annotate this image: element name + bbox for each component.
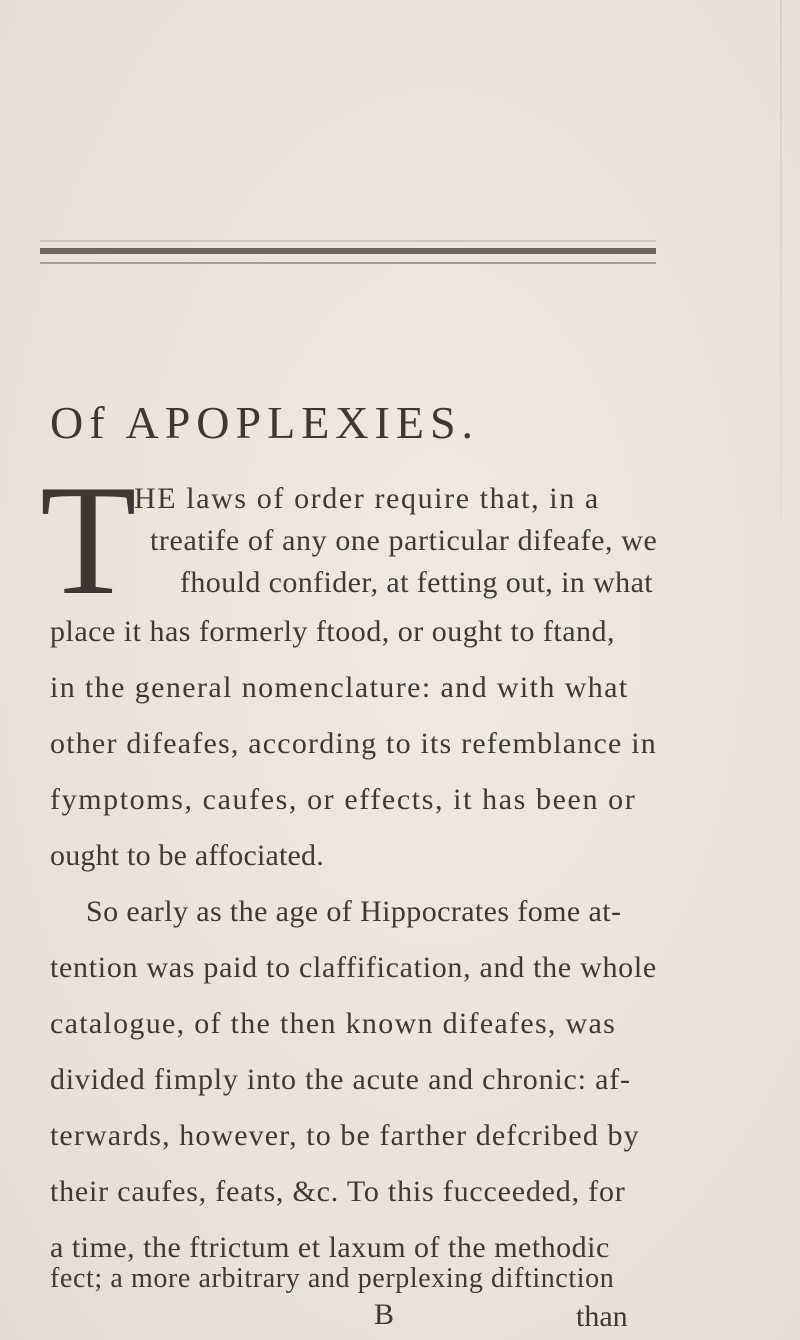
text-line: their caufes, feats, &c. To this fucceeded, for: [50, 1175, 626, 1208]
text-line: divided fimply into the acute and chronic: af-: [50, 1063, 631, 1096]
drop-cap: T: [40, 453, 137, 628]
text-line: catalogue, of the then known difeafes, was: [50, 1007, 617, 1040]
text-line: a time, the ftrictum et laxum of the methodic: [50, 1231, 610, 1264]
text-line: HE laws of order require that, in a: [134, 482, 600, 515]
text-line: fect; a more arbitrary and perplexing diftinction: [50, 1263, 615, 1294]
head-rule-thick: [40, 248, 656, 254]
catchword: than: [576, 1300, 628, 1333]
signature-mark: B: [374, 1298, 395, 1331]
chapter-title: Of APOPLEXIES.: [50, 397, 480, 448]
text-line: treatife of any one particular difeafe, we: [150, 524, 658, 557]
text-line: tention was paid to claffification, and the whole: [50, 951, 657, 984]
text-line: place it has formerly ftood, or ought to ftand,: [50, 615, 616, 648]
head-rule-thin-top: [40, 240, 656, 242]
text-line: So early as the age of Hippocrates fome at-: [86, 895, 622, 928]
text-line: other difeafes, according to its refemblance in: [50, 727, 657, 760]
text-line: fymptoms, caufes, or effects, it has been or: [50, 783, 637, 816]
text-line: ought to be affociated.: [50, 839, 324, 872]
text-line: fhould confider, at fetting out, in what: [180, 566, 654, 599]
head-rule-thin-bottom: [40, 262, 656, 264]
page-edge-shadow: [780, 0, 782, 520]
text-line: in the general nomenclature: and with what: [50, 671, 629, 704]
text-line: terwards, however, to be farther defcribed by: [50, 1119, 640, 1152]
